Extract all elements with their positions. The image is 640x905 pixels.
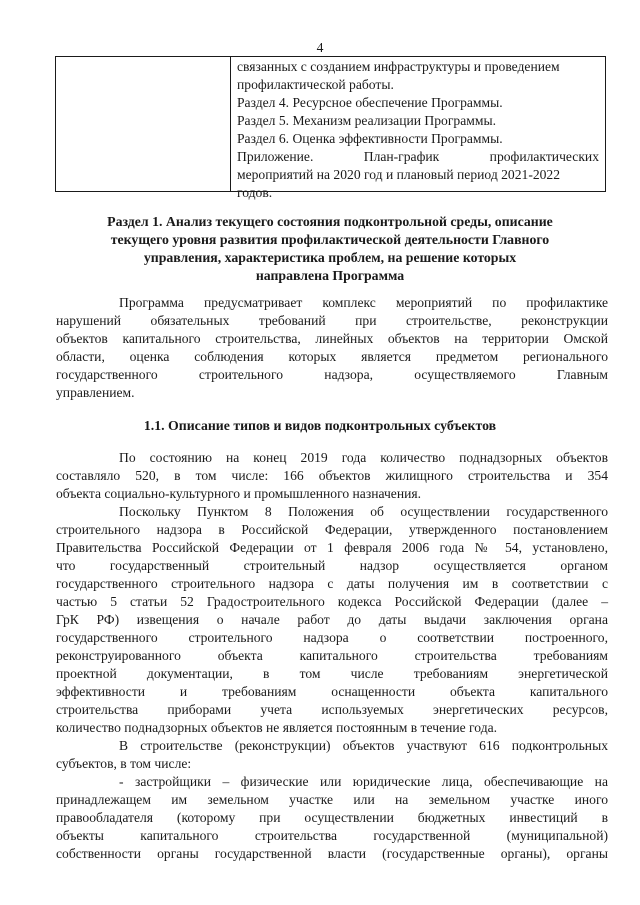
heading-line: управления, характеристика проблем, на решение которых (143, 250, 517, 265)
text-line: Правительства Российской Федерации от 1 февраля 2006 года № 54, установлено, (56, 540, 608, 555)
contents-line: профилактической работы. (237, 77, 394, 92)
contents-line: Приложение. План-график профилактических (237, 149, 599, 164)
subsection-paragraph-3 (56, 737, 608, 773)
text-line: строительного надзора в Российской Федерации, утвержденного постановлением (56, 522, 608, 537)
contents-table (55, 56, 606, 200)
page-number: 4 (316, 40, 324, 55)
text-line: субъектов, в том числе: (56, 756, 192, 771)
text-line: По состоянию на конец 2019 года количество поднадзорных объектов (119, 450, 608, 465)
subsection-paragraph-4 (56, 773, 608, 863)
text-line: эффективности и требованиям оснащенности объекта капитального (56, 684, 608, 699)
contents-line: Раздел 5. Механизм реализации Программы. (237, 113, 496, 128)
heading-line: Раздел 1. Анализ текущего состояния подконтрольной среды, описание (107, 214, 553, 229)
text-line: объекта социально-культурного и промышленного назначения. (56, 486, 422, 501)
text-line: Поскольку Пунктом 8 Положения об осуществлении государственного (119, 504, 608, 519)
heading-line: направлена Программа (255, 268, 405, 283)
contents-line: Раздел 4. Ресурсное обеспечение Программы. (237, 95, 503, 110)
text-line: строительства приборами учета используемых энергетических ресурсов, (56, 702, 608, 717)
text-line: объектов капитального строительства, линейных объектов на территории Омской (56, 331, 608, 346)
text-line: управлением. (56, 385, 135, 400)
text-line: государственного строительного надзора, осуществляемого Главным (56, 367, 608, 382)
text-line: государственного строительного надзора с даты получения им в соответствии с (56, 576, 608, 591)
contents-table-text-cell (231, 57, 605, 200)
text-line: нарушений обязательных требований при строительстве, реконструкции (56, 313, 608, 328)
text-line: собственности органы государственной власти (государственные органы), органы (56, 846, 608, 861)
text-line: В строительстве (реконструкции) объектов участвуют 616 подконтрольных (119, 738, 608, 753)
text-line: объекты капитального строительства государственной (муниципальной) (56, 828, 608, 843)
contents-line: мероприятий на 2020 год и плановый период 2021-2022 (237, 167, 561, 182)
text-line: количество поднадзорных объектов не является постоянным в течение года. (56, 720, 498, 735)
text-line: проектной документации, в том числе требованиям энергетической (56, 666, 608, 681)
text-line: составляло 520, в том числе: 166 объектов жилищного строительства и 354 (56, 468, 608, 483)
subsection-1-1-heading: 1.1. Описание типов и видов подконтрольных субъектов (143, 418, 497, 433)
text-line: реконструированного объекта капитального строительства требованиям (56, 648, 608, 663)
text-line: Программа предусматривает комплекс мероприятий по профилактике (119, 295, 608, 310)
heading-line: текущего уровня развития профилактической деятельности Главного (110, 232, 550, 247)
section-1-paragraph (56, 294, 608, 402)
section-1-heading (80, 213, 580, 285)
text-line: государственного строительного надзора о соответствии построенного, (56, 630, 608, 645)
contents-line: годов. (237, 185, 273, 200)
contents-line: Раздел 6. Оценка эффективности Программы. (237, 131, 503, 146)
text-line: области, оценка соблюдения которых является предметом регионального (56, 349, 608, 364)
contents-line: связанных с созданием инфраструктуры и проведением (237, 59, 560, 74)
text-line: - застройщики – физические или юридические лица, обеспечивающие на (119, 774, 608, 789)
contents-table-empty-cell (56, 57, 231, 191)
text-line: частью 5 статьи 52 Градостроительного кодекса Российской Федерации (далее – (56, 594, 608, 609)
subsection-paragraph-1 (56, 449, 608, 503)
text-line: принадлежащем им земельном участке или на земельном участке иного (56, 792, 608, 807)
subsection-paragraph-2 (56, 503, 608, 737)
text-line: ГрК РФ) извещения о начале работ до даты выдачи заключения органа (56, 612, 608, 627)
text-line: что государственный строительный надзор осуществляется органом (56, 558, 608, 573)
text-line: правообладателя (которому при осуществлении бюджетных инвестиций в (56, 810, 608, 825)
